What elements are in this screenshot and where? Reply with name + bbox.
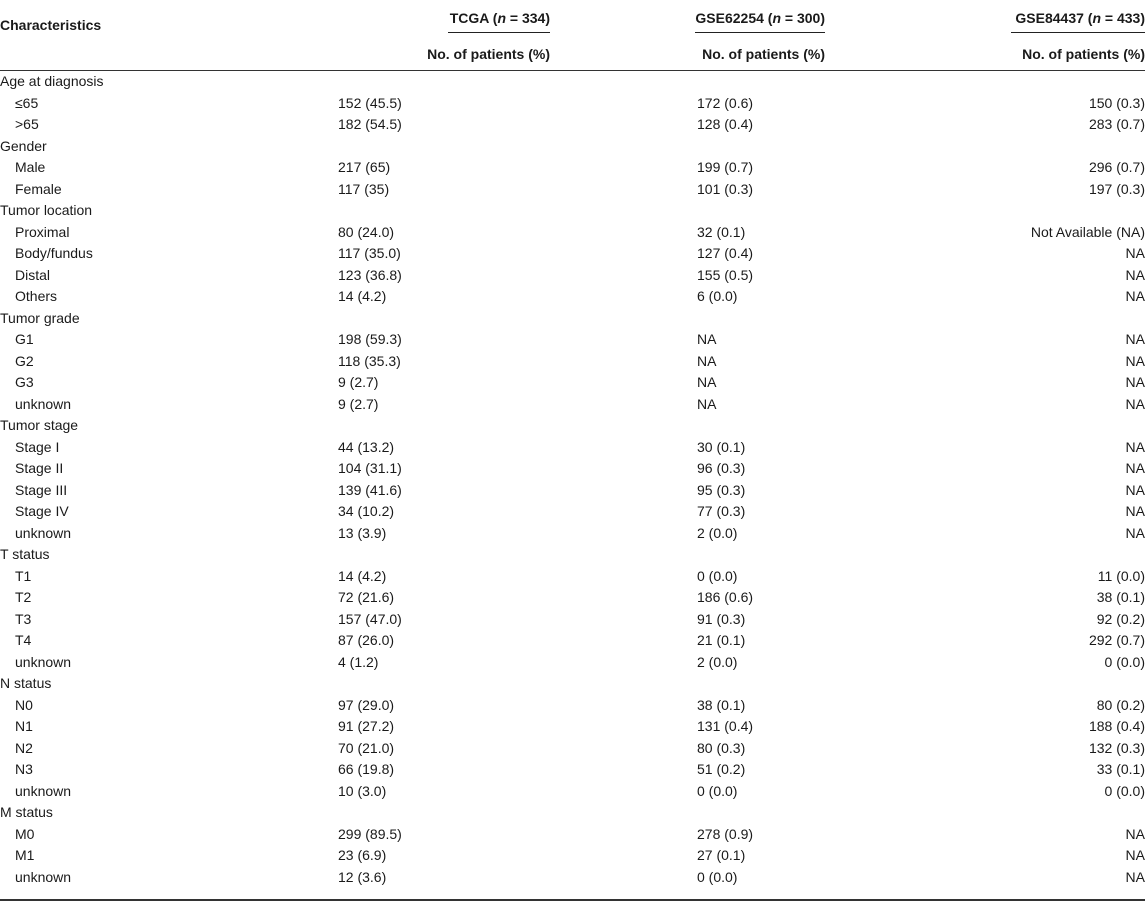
group-label: Tumor location: [0, 202, 93, 218]
gse84437-value: 0 (0.0): [1104, 653, 1145, 670]
group-label: N status: [0, 675, 52, 691]
tcga-subheader: No. of patients (%): [427, 46, 550, 62]
tcga-value: 70 (21.0): [338, 739, 395, 756]
group-label: M status: [0, 804, 53, 820]
tcga-value: 4 (1.2): [338, 653, 379, 670]
gse84437-value: NA: [1125, 825, 1145, 842]
tcga-value: 139 (41.6): [338, 481, 402, 498]
gse84437-subheader: No. of patients (%): [1022, 46, 1145, 62]
gse62254-value: [550, 802, 825, 824]
gse84437-value: NA: [1125, 288, 1145, 304]
characteristics-header: Characteristics: [0, 17, 102, 33]
tcga-value: 66 (19.8): [338, 761, 395, 777]
tcga-value: 123 (36.8): [338, 266, 402, 283]
row-label: N2: [15, 739, 33, 756]
row-label: Body/fundus: [15, 245, 93, 261]
tcga-value: [175, 308, 550, 330]
gse84437-header-cell: [825, 0, 1145, 38]
gse84437-value: [825, 136, 1145, 158]
row-label: N1: [15, 718, 33, 734]
row-label: Distal: [15, 266, 51, 283]
gse62254-value: 30 (0.1): [697, 438, 746, 455]
table-row: [0, 415, 1145, 437]
gse84437-value: 296 (0.7): [1088, 159, 1145, 175]
table-row: [0, 200, 1145, 222]
gse62254-value: [550, 415, 825, 437]
group-label: Age at diagnosis: [0, 73, 104, 89]
tcga-value: 117 (35.0): [338, 245, 401, 261]
gse62254-value: 2 (0.0): [697, 524, 738, 541]
gse62254-value: 127 (0.4): [697, 245, 754, 261]
row-label: T4: [15, 632, 32, 648]
row-label: M1: [15, 847, 35, 863]
gse84437-value: NA: [1125, 266, 1145, 283]
row-label: N3: [15, 761, 33, 777]
gse84437-value: 283 (0.7): [1088, 116, 1145, 132]
tcga-value: 80 (24.0): [338, 223, 395, 240]
gse84437-value: 132 (0.3): [1088, 739, 1145, 756]
gse62254-value: [550, 136, 825, 158]
gse84437-value: 92 (0.2): [1096, 610, 1145, 627]
tcga-value: 157 (47.0): [338, 610, 402, 627]
gse84437-value: NA: [1125, 460, 1145, 476]
gse62254-value: [550, 71, 825, 93]
gse62254-value: NA: [697, 352, 717, 369]
gse84437-value: NA: [1125, 331, 1145, 347]
tcga-value: 118 (35.3): [338, 352, 401, 369]
tcga-value: 44 (13.2): [338, 438, 395, 455]
tcga-value: 299 (89.5): [338, 825, 402, 842]
gse84437-value: NA: [1125, 438, 1145, 455]
gse84437-header: GSE84437 (n = 433): [1011, 10, 1145, 33]
gse62254-subheader: No. of patients (%): [702, 46, 825, 62]
gse62254-value: 91 (0.3): [697, 610, 746, 627]
table-row: [0, 308, 1145, 330]
row-label: unknown: [15, 868, 72, 885]
gse62254-value: 0 (0.0): [697, 782, 738, 799]
table-row: [0, 544, 1145, 566]
tcga-value: [175, 415, 550, 437]
tcga-value: [175, 200, 550, 222]
header-row-subheader: [0, 38, 1145, 71]
gse84437-value: 188 (0.4): [1088, 718, 1145, 734]
tcga-value: 152 (45.5): [338, 94, 402, 111]
group-label: Tumor stage: [0, 417, 79, 433]
row-label: unknown: [15, 653, 72, 670]
table-row: [0, 501, 1145, 523]
tcga-value: [175, 136, 550, 158]
gse84437-value: [825, 200, 1145, 222]
gse62254-value: 0 (0.0): [697, 567, 738, 584]
gse84437-value: NA: [1125, 352, 1145, 369]
gse84437-value: 197 (0.3): [1088, 180, 1145, 197]
tcga-value: 104 (31.1): [338, 460, 402, 476]
row-label: Female: [15, 180, 62, 197]
tcga-value: [175, 802, 550, 824]
row-label: M0: [15, 825, 35, 842]
table-row: [0, 738, 1145, 760]
table-header: [0, 0, 1145, 71]
tcga-value: 97 (29.0): [338, 696, 395, 713]
table-row: [0, 480, 1145, 502]
row-label: ≤65: [15, 94, 39, 111]
tcga-value: 198 (59.3): [338, 331, 402, 347]
row-label: G2: [15, 352, 34, 369]
gse84437-value: NA: [1125, 524, 1145, 541]
tcga-value: 91 (27.2): [338, 718, 395, 734]
row-label: G3: [15, 374, 34, 390]
gse62254-value: 96 (0.3): [697, 460, 746, 476]
table-row: [0, 824, 1145, 846]
gse62254-value: 172 (0.6): [697, 94, 754, 111]
table-row: [0, 716, 1145, 738]
table-row: [0, 781, 1145, 803]
gse62254-value: 131 (0.4): [697, 718, 754, 734]
table-row: [0, 759, 1145, 781]
tcga-value: 14 (4.2): [338, 288, 387, 304]
tcga-value: 87 (26.0): [338, 632, 395, 648]
row-label: unknown: [15, 395, 72, 412]
gse84437-value: [825, 802, 1145, 824]
table-row: [0, 630, 1145, 652]
table-body: [0, 71, 1145, 889]
gse84437-value: 38 (0.1): [1096, 589, 1145, 605]
gse84437-value: 292 (0.7): [1088, 632, 1145, 648]
tcga-value: 14 (4.2): [338, 567, 387, 584]
gse84437-value: NA: [1125, 481, 1145, 498]
row-label: G1: [15, 331, 34, 347]
tcga-value: [175, 544, 550, 566]
row-label: Male: [15, 159, 46, 175]
gse84437-value: NA: [1125, 245, 1145, 261]
gse62254-value: 101 (0.3): [697, 180, 754, 197]
table-row: [0, 286, 1145, 308]
table-row: [0, 329, 1145, 351]
gse62254-value: 27 (0.1): [697, 847, 746, 863]
row-label: T3: [15, 610, 32, 627]
table-row: [0, 845, 1145, 867]
gse62254-value: 155 (0.5): [697, 266, 754, 283]
gse62254-value: 95 (0.3): [697, 481, 746, 498]
gse62254-value: [550, 308, 825, 330]
row-label: Stage III: [15, 481, 68, 498]
gse84437-value: [825, 673, 1145, 695]
table-row: [0, 566, 1145, 588]
tcga-header-cell: [175, 0, 550, 38]
gse84437-value: 11 (0.0): [1097, 567, 1145, 584]
gse62254-header: GSE62254 (n = 300): [695, 10, 825, 33]
gse62254-value: 278 (0.9): [697, 825, 754, 842]
row-label: unknown: [15, 782, 72, 799]
gse84437-value: NA: [1125, 868, 1145, 885]
row-label: Proximal: [15, 223, 70, 240]
row-label: T2: [15, 589, 32, 605]
gse84437-value: [825, 544, 1145, 566]
gse62254-value: 199 (0.7): [697, 159, 754, 175]
table-row: [0, 93, 1145, 115]
table-row: [0, 71, 1145, 93]
table-row: [0, 136, 1145, 158]
tcga-value: 9 (2.7): [338, 395, 379, 412]
gse62254-value: NA: [697, 395, 717, 412]
table-row: [0, 802, 1145, 824]
tcga-value: 12 (3.6): [338, 868, 387, 885]
table-bottom-rule: [0, 899, 1145, 901]
table-row: [0, 673, 1145, 695]
table-row: [0, 265, 1145, 287]
table-row: [0, 523, 1145, 545]
tcga-value: 72 (21.6): [338, 589, 395, 605]
gse62254-value: NA: [697, 374, 717, 390]
row-label: unknown: [15, 524, 72, 541]
table-row: [0, 609, 1145, 631]
gse62254-value: [550, 673, 825, 695]
gse62254-value: 128 (0.4): [697, 116, 754, 132]
row-label: Others: [15, 288, 58, 304]
table-row: [0, 458, 1145, 480]
table-row: [0, 652, 1145, 674]
table-row: [0, 867, 1145, 889]
gse62254-value: 2 (0.0): [697, 653, 738, 670]
row-label: N0: [15, 696, 33, 713]
gse62254-value: 80 (0.3): [697, 739, 746, 756]
table-row: [0, 394, 1145, 416]
row-label: Stage II: [15, 460, 64, 476]
tcga-value: 117 (35): [338, 180, 390, 197]
tcga-value: 182 (54.5): [338, 116, 402, 132]
header-row-cohorts: [0, 0, 1145, 38]
table-row: [0, 157, 1145, 179]
gse62254-value: [550, 544, 825, 566]
group-label: Tumor grade: [0, 309, 80, 326]
group-label: Gender: [0, 137, 47, 154]
gse62254-value: 6 (0.0): [697, 288, 738, 304]
gse62254-value: 51 (0.2): [697, 761, 746, 777]
gse62254-header-cell: [550, 0, 825, 38]
table-row: [0, 222, 1145, 244]
gse84437-value: [825, 71, 1145, 93]
tcga-value: 23 (6.9): [338, 847, 387, 863]
tcga-value: 9 (2.7): [338, 374, 379, 390]
gse84437-value: NA: [1125, 374, 1145, 390]
gse62254-value: 32 (0.1): [697, 223, 746, 240]
table-row: [0, 243, 1145, 265]
tcga-value: 10 (3.0): [338, 782, 387, 799]
tcga-value: [175, 673, 550, 695]
table-row: [0, 179, 1145, 201]
table-row: [0, 114, 1145, 136]
table-row: [0, 587, 1145, 609]
group-label: T status: [0, 546, 50, 562]
gse84437-value: 33 (0.1): [1096, 761, 1145, 777]
table-row: [0, 351, 1145, 373]
gse84437-value: 150 (0.3): [1088, 94, 1145, 111]
gse84437-value: NA: [1125, 503, 1145, 519]
gse62254-value: 0 (0.0): [697, 868, 738, 885]
gse84437-value: [825, 415, 1145, 437]
tcga-value: 217 (65): [338, 159, 391, 175]
gse84437-value: 80 (0.2): [1096, 696, 1145, 713]
tcga-value: [175, 71, 550, 93]
gse62254-value: 21 (0.1): [697, 632, 746, 648]
gse84437-value: [825, 308, 1145, 330]
row-label: Stage IV: [15, 503, 69, 519]
table-row: [0, 695, 1145, 717]
gse62254-value: NA: [697, 331, 717, 347]
row-label: >65: [15, 116, 39, 132]
row-label: T1: [15, 567, 32, 584]
gse62254-value: 77 (0.3): [697, 503, 746, 519]
gse84437-value: NA: [1125, 847, 1145, 863]
table-row: [0, 372, 1145, 394]
row-label: Stage I: [15, 438, 60, 455]
tcga-value: 13 (3.9): [338, 524, 387, 541]
tcga-value: 34 (10.2): [338, 503, 395, 519]
gse62254-value: 186 (0.6): [697, 589, 754, 605]
table-row: [0, 437, 1145, 459]
gse62254-value: 38 (0.1): [697, 696, 746, 713]
empty-header-cell: [0, 38, 175, 71]
gse84437-value: 0 (0.0): [1104, 782, 1145, 799]
gse84437-value: NA: [1125, 395, 1145, 412]
tcga-header: TCGA (n = 334): [448, 10, 550, 33]
gse84437-value: Not Available (NA): [1030, 223, 1145, 240]
gse62254-value: [550, 200, 825, 222]
